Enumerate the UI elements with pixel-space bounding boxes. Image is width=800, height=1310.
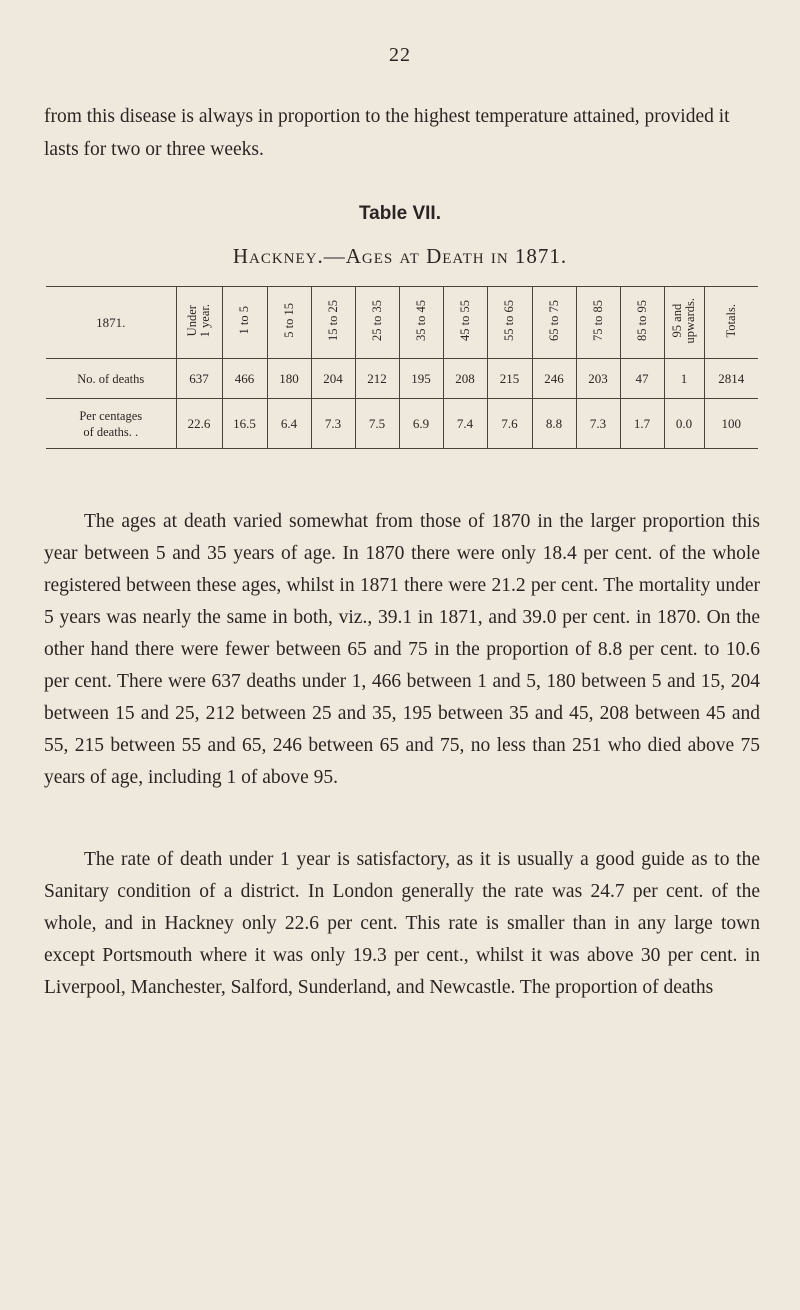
col-header: 5 to 15 bbox=[267, 287, 311, 359]
table-cell: 180 bbox=[267, 359, 311, 399]
body-paragraph-2: The rate of death under 1 year is satisfactory, as it is usually a good guide as to the Sanitary condition of a district. In London generally the rate was 24.7 per cent. of the whole, and in Hackney only 22.6 per cent. This rate is smaller than in any large town except Portsmouth where it was only 19.3 per cent., whilst it was above 30 per cent. in Liverpool, Manchester, Salford, Sunderland, and Newcastle. The proportion of deaths bbox=[44, 849, 760, 998]
col-header: 65 to 75 bbox=[532, 287, 576, 359]
row-label: No. of deaths bbox=[46, 359, 176, 399]
col-header: 35 to 45 bbox=[399, 287, 443, 359]
table-label: Table VII. bbox=[358, 203, 441, 224]
page-number: 22 bbox=[389, 44, 411, 66]
col-header: 75 to 85 bbox=[576, 287, 620, 359]
col-header: 45 to 55 bbox=[443, 287, 487, 359]
table-cell: 203 bbox=[576, 359, 620, 399]
table-cell: 212 bbox=[355, 359, 399, 399]
table-cell: 215 bbox=[487, 359, 532, 399]
table-cell: 1 bbox=[664, 359, 704, 399]
table-cell: 7.3 bbox=[576, 399, 620, 449]
table-row-percentages bbox=[46, 399, 758, 449]
table-cell: 6.4 bbox=[267, 399, 311, 449]
ages-at-death-table-container bbox=[46, 286, 758, 449]
table-cell: 7.3 bbox=[311, 399, 355, 449]
table-cell: 100 bbox=[704, 399, 758, 449]
year-header: 1871. bbox=[46, 287, 176, 359]
table-cell: 7.4 bbox=[443, 399, 487, 449]
body-paragraph-1: The ages at death varied somewhat from those of 1870 in the larger proportion this year between 5 and 35 years of age. In 1870 there were only 18.4 per cent. of the whole registered between these ages, whilst in 1871 there were 21.2 per cent. The mortality under 5 years was nearly the same in both, viz., 39.1 in 1871, and 39.0 per cent. in 1870. On the other hand there were fewer between 65 and 75 in the proportion of 8.8 per cent. to 10.6 per cent. There were 637 deaths under 1, 466 between 1 and 5, 180 between 5 and 15, 204 between 15 and 25, 212 between 25 and 35, 195 between 35 and 45, 208 between 45 and 55, 215 between 55 and 65, 246 between 65 and 75, no less than 251 who died above 75 years of age, including 1 of above 95. bbox=[44, 511, 760, 788]
table-cell: 22.6 bbox=[176, 399, 222, 449]
table-cell: 7.6 bbox=[487, 399, 532, 449]
row-label: Per centages of deaths. . bbox=[46, 399, 176, 449]
col-header: 95 and upwards. bbox=[664, 287, 704, 359]
table-cell: 6.9 bbox=[399, 399, 443, 449]
col-header: 1 to 5 bbox=[222, 287, 267, 359]
intro-paragraph: from this disease is always in proportion to the highest temperature attained, provided it lasts for two or three weeks. bbox=[44, 106, 730, 160]
col-header: 25 to 35 bbox=[355, 287, 399, 359]
table-cell: 195 bbox=[399, 359, 443, 399]
table-cell: 1.7 bbox=[620, 399, 664, 449]
table-cell: 0.0 bbox=[664, 399, 704, 449]
table-cell: 7.5 bbox=[355, 399, 399, 449]
table-cell: 47 bbox=[620, 359, 664, 399]
col-header: 15 to 25 bbox=[311, 287, 355, 359]
col-header: Under 1 year. bbox=[176, 287, 222, 359]
col-header: Totals. bbox=[704, 287, 758, 359]
table-cell: 2814 bbox=[704, 359, 758, 399]
col-header: 85 to 95 bbox=[620, 287, 664, 359]
table-cell: 246 bbox=[532, 359, 576, 399]
table-cell: 637 bbox=[176, 359, 222, 399]
table-header-row bbox=[46, 287, 758, 359]
table-row-deaths bbox=[46, 359, 758, 399]
table-cell: 466 bbox=[222, 359, 267, 399]
table-cell: 16.5 bbox=[222, 399, 267, 449]
table-caption: Hackney.—Ages at Death in 1871. bbox=[232, 244, 568, 268]
ages-at-death-table bbox=[46, 286, 758, 449]
table-cell: 204 bbox=[311, 359, 355, 399]
col-header: 55 to 65 bbox=[487, 287, 532, 359]
table-cell: 208 bbox=[443, 359, 487, 399]
table-cell: 8.8 bbox=[532, 399, 576, 449]
